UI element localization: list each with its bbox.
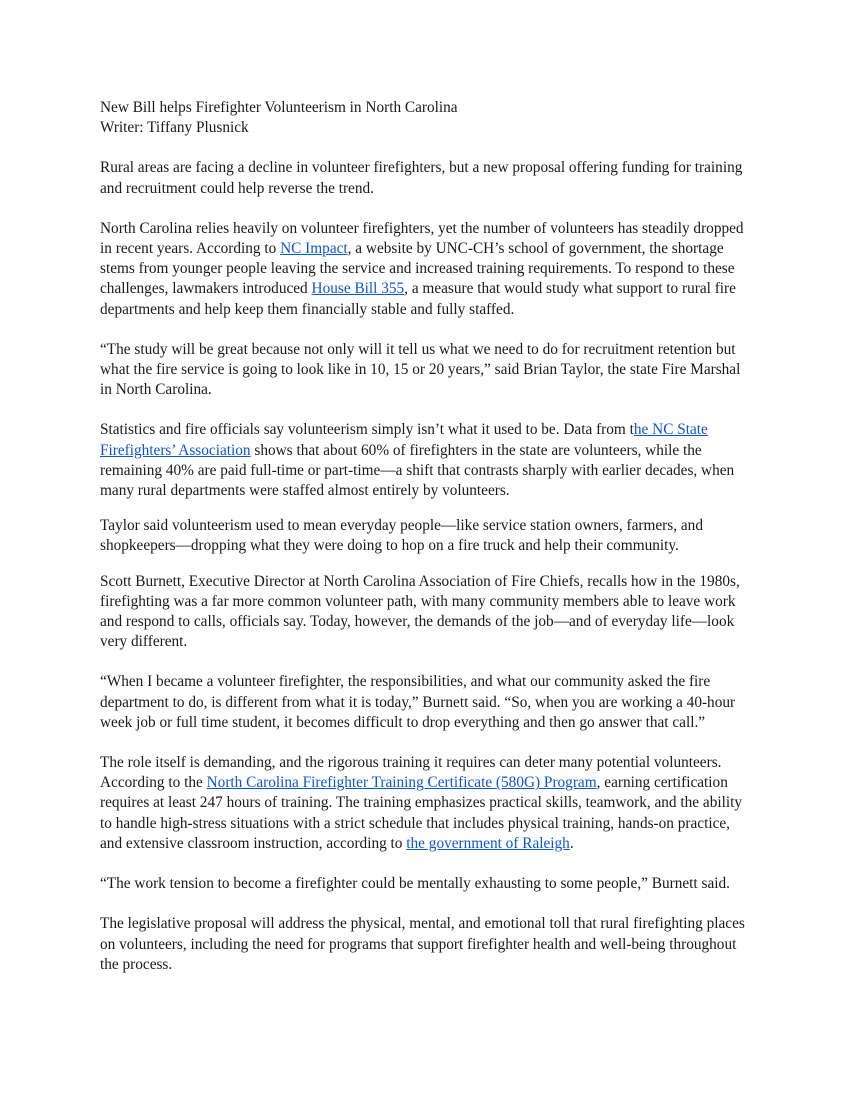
spacer bbox=[100, 400, 750, 420]
paragraph-text: , a website by UNC-CH’s school of government, the shortage stems from younger people leaving the service and increased training requirements. To respond to these challenges, lawmakers introduced bbox=[100, 240, 735, 298]
paragraph-volunteerism-meaning bbox=[100, 516, 750, 556]
paragraph-statistics bbox=[100, 420, 750, 501]
paragraph-work-tension-quote bbox=[100, 874, 750, 894]
paragraph-training bbox=[100, 753, 750, 854]
paragraph-text: “When I became a volunteer firefighter, the responsibilities, and what our community asked the fire department to do, is different from what it is today,” Burnett said. “So, when you are working a 40-hour week job or full time student, it becomes difficult to drop everything and then go answer that call.” bbox=[100, 673, 736, 731]
paragraph-taylor-quote bbox=[100, 340, 750, 401]
spacer bbox=[100, 199, 750, 219]
paragraph-text: The role itself is demanding, and the rigorous training it requires can deter many potential volunteers. According to the bbox=[100, 754, 722, 792]
spacer bbox=[100, 138, 750, 158]
paragraph-text: shows that about 60% of firefighters in the state are volunteers, while the remaining 40% are paid full-time or part-time—a shift that contrasts sharply with earlier decades, when many rural departments were staffed almost entirely by volunteers. bbox=[100, 441, 735, 500]
spacer bbox=[100, 854, 750, 874]
paragraph-text: . bbox=[569, 834, 574, 852]
paragraph-text: “The work tension to become a firefighter could be mentally exhausting to some people,” Burnett said. bbox=[100, 875, 730, 893]
government-of-raleigh-link[interactable]: the government of Raleigh bbox=[406, 834, 570, 852]
paragraph-text: , a measure that would study what support to rural fire departments and help keep them financially stable and fully staffed. bbox=[100, 280, 736, 318]
article-title: New Bill helps Firefighter Volunteerism in North Carolina bbox=[100, 99, 458, 116]
spacer bbox=[100, 894, 750, 914]
paragraph-intro bbox=[100, 158, 750, 198]
document-page bbox=[100, 98, 750, 975]
spacer bbox=[100, 501, 750, 516]
paragraph-text: Statistics and fire officials say volunteerism simply isn’t what it used to be. Data from t bbox=[100, 421, 634, 439]
spacer bbox=[100, 320, 750, 340]
paragraph-text: Taylor said volunteerism used to mean everyday people—like service station owners, farmers, and shopkeepers—dropping what they were doing to hop on a fire truck and help their community. bbox=[100, 517, 703, 555]
paragraph-legislative-proposal bbox=[100, 914, 750, 975]
training-certificate-program-link[interactable]: North Carolina Firefighter Training Certificate (580G) Program bbox=[206, 774, 597, 792]
spacer bbox=[100, 557, 750, 572]
paragraph-text: The legislative proposal will address the physical, mental, and emotional toll that rural firefighting places on volunteers, including the need for programs that support firefighter health and well-being throughout the process. bbox=[100, 915, 745, 973]
paragraph-text: , earning certification requires at least 247 hours of training. The training emphasizes practical skills, teamwork, and the ability to handle high-stress situations with a strict schedule that includes physical training, hands-on practice, and extensive classroom instruction, according to bbox=[100, 774, 743, 852]
house-bill-355-link[interactable]: House Bill 355 bbox=[311, 280, 405, 298]
spacer bbox=[100, 733, 750, 753]
paragraph-context bbox=[100, 219, 750, 320]
paragraph-text: “The study will be great because not only will it tell us what we need to do for recruitment retention but what the fire service is going to look like in 10, 15 or 20 years,” said Brian Taylor, the state Fire Marshal in North Carolina. bbox=[100, 340, 741, 399]
paragraph-burnett-quote bbox=[100, 672, 750, 733]
paragraph-text: Scott Burnett, Executive Director at North Carolina Association of Fire Chiefs, recalls how in the 1980s, firefighting was a far more common volunteer path, with many community members able to leave work and respond to calls, officials say. Today, however, the demands of the job—and of everyday life—look very different. bbox=[100, 572, 740, 651]
article-byline: Writer: Tiffany Plusnick bbox=[100, 119, 249, 137]
spacer bbox=[100, 652, 750, 672]
paragraph-text: North Carolina relies heavily on volunteer firefighters, yet the number of volunteers has steadily dropped in recent years. According to bbox=[100, 219, 744, 258]
nc-impact-link[interactable]: NC Impact bbox=[280, 240, 348, 258]
paragraph-text: Rural areas are facing a decline in volunteer firefighters, but a new proposal offering funding for training and recruitment could help reverse the trend. bbox=[100, 159, 743, 197]
paragraph-burnett-background bbox=[100, 572, 750, 653]
nc-state-firefighters-association-link[interactable]: he NC State Firefighters’ Association bbox=[100, 421, 708, 459]
